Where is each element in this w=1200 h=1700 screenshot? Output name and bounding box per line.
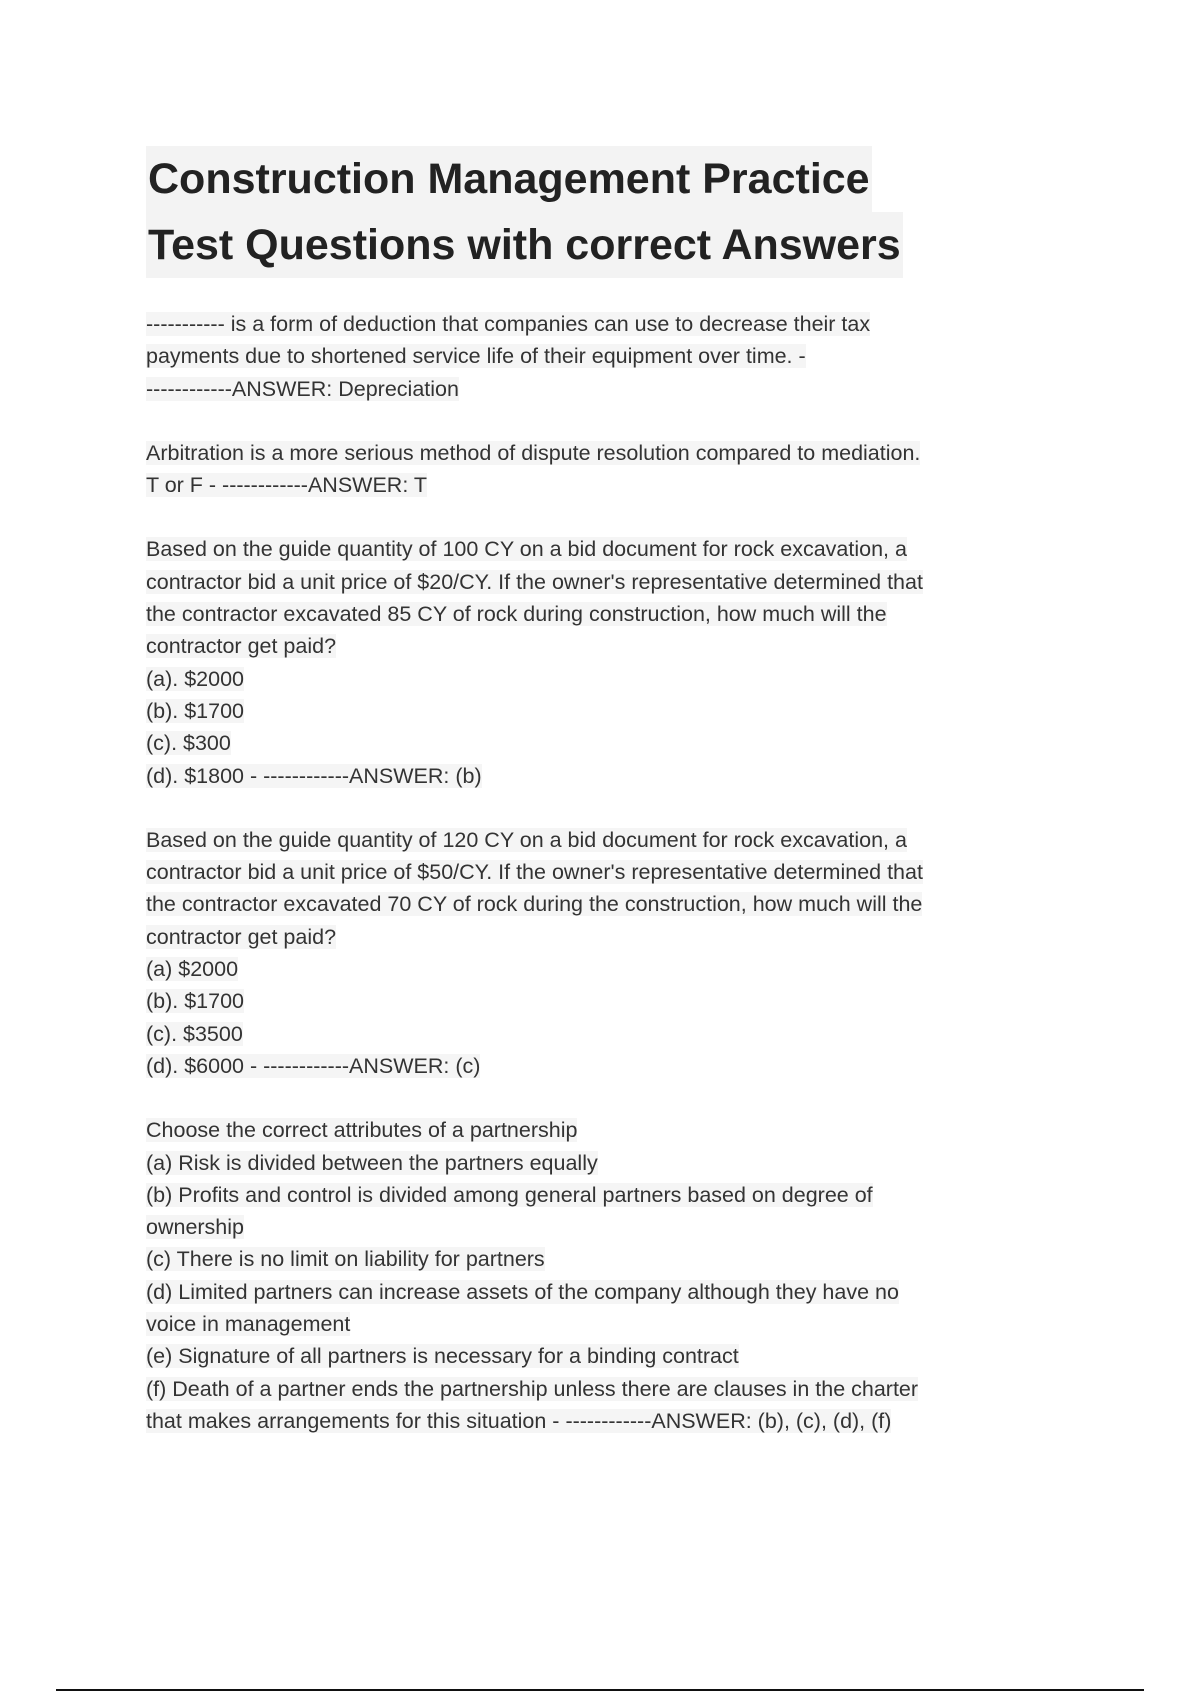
option-d-continued: voice in management [146,1312,351,1337]
question-line: Based on the guide quantity of 100 CY on a bid document for rock excavation, a [146,537,907,562]
question-line: the contractor excavated 85 CY of rock during construction, how much will the [146,602,887,627]
option-b-continued: ownership [146,1215,244,1240]
question-line: Choose the correct attributes of a partnership [146,1118,578,1143]
option-a: (a) $2000 [146,957,239,982]
option-b: (b) Profits and control is divided among general partners based on degree of [146,1182,873,1207]
question-depreciation [146,308,1046,405]
option-c: (c). $3500 [146,1021,243,1046]
option-d: (d) Limited partners can increase assets of the company although they have no [146,1279,899,1304]
answer-line: T or F - ------------ANSWER: T [146,473,428,498]
question-line: Based on the guide quantity of 120 CY on a bid document for rock excavation, a [146,827,907,852]
page-title [146,146,1046,278]
option-b: (b). $1700 [146,698,245,723]
option-a: (a) Risk is divided between the partners equally [146,1150,598,1175]
question-line: contractor get paid? [146,924,337,949]
question-arbitration [146,437,1046,502]
title-line-1: Construction Management Practice [146,146,872,212]
option-f-answer: that makes arrangements for this situation - ------------ANSWER: (b), (c), (d), (f) [146,1408,892,1433]
answer-line: ------------ANSWER: Depreciation [146,376,459,401]
option-d-answer: (d). $1800 - ------------ANSWER: (b) [146,763,482,788]
question-line: Arbitration is a more serious method of dispute resolution compared to mediation. [146,440,921,465]
question-line: the contractor excavated 70 CY of rock during the construction, how much will the [146,892,923,917]
option-c: (c) There is no limit on liability for partners [146,1247,545,1272]
option-a: (a). $2000 [146,666,245,691]
question-line: payments due to shortened service life of their equipment over time. - [146,344,806,369]
option-d-answer: (d). $6000 - ------------ANSWER: (c) [146,1053,481,1078]
question-line: contractor get paid? [146,634,337,659]
option-b: (b). $1700 [146,989,245,1014]
question-list [146,308,1046,1469]
question-rock-excavation-100cy [146,533,1046,791]
question-line: contractor bid a unit price of $20/CY. If the owner's representative determined that [146,569,923,594]
question-line: contractor bid a unit price of $50/CY. If the owner's representative determined that [146,860,923,885]
footer-divider [56,1689,1144,1691]
question-partnership [146,1114,1046,1437]
title-line-2: Test Questions with correct Answers [146,212,903,278]
option-f: (f) Death of a partner ends the partnership unless there are clauses in the charter [146,1376,919,1401]
option-e: (e) Signature of all partners is necessary for a binding contract [146,1344,739,1369]
question-line: ----------- is a form of deduction that companies can use to decrease their tax [146,312,871,336]
question-rock-excavation-120cy [146,824,1046,1082]
option-c: (c). $300 [146,731,231,756]
